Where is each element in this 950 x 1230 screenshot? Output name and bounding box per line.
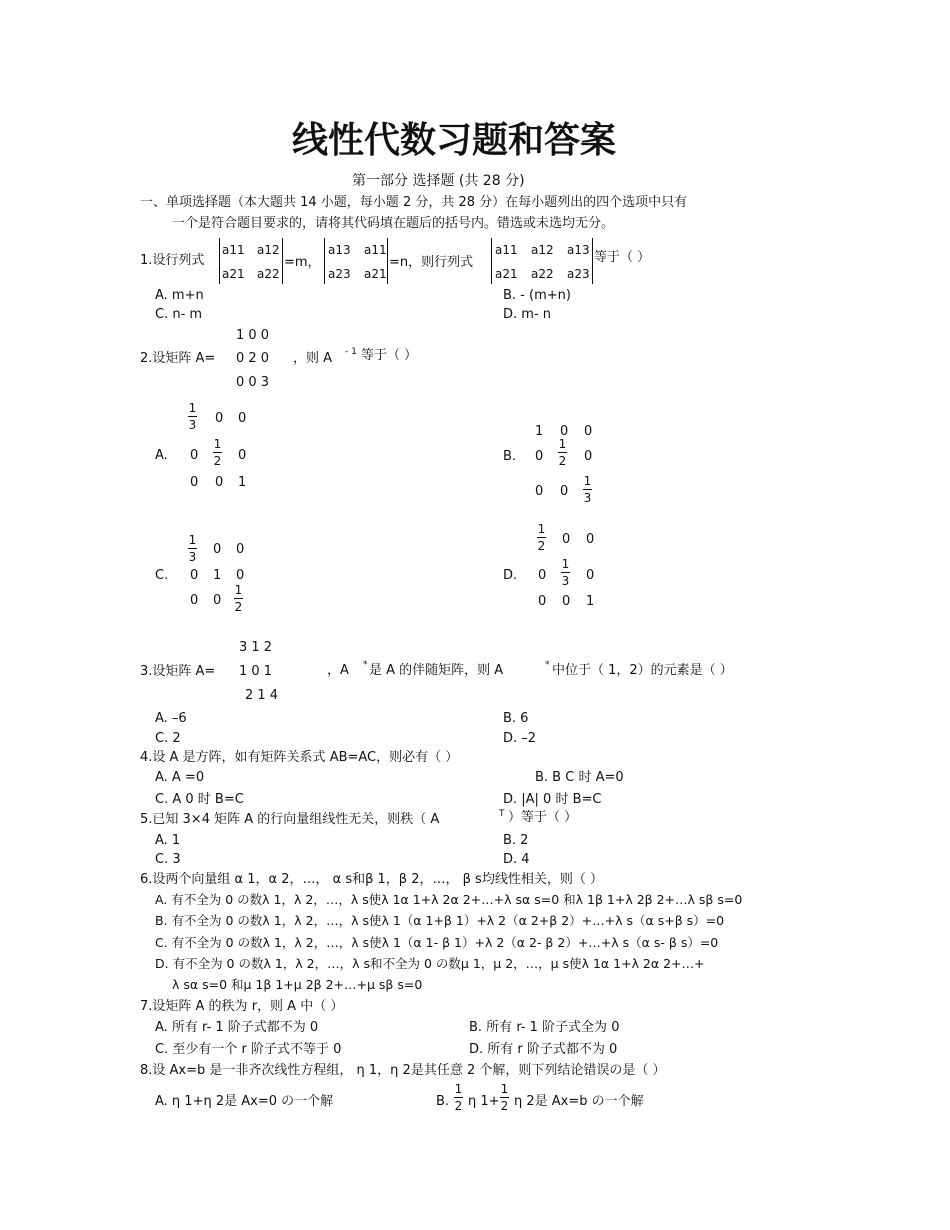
q1-option-a: A. m+n [155,288,204,303]
q2a-r2c3: 0 [238,448,247,463]
q2b-r1c1: 1 [535,424,544,439]
q2d-r1c2: 0 [562,532,571,547]
q2c-r2c3: 0 [236,568,245,583]
q1-det3-a11: a11 [495,243,518,257]
q8-option-b-end: η 2是 Ax=b の一个解 [514,1094,644,1109]
q2c-fraction-one-half: 1 2 [234,583,243,614]
q8-option-a: A. η 1+η 2是 Ax=0 の一个解 [155,1094,334,1109]
q2-matrix-row1: 1 0 0 [236,328,270,343]
q2c-r2c2: 1 [213,568,222,583]
section-instructions-line2: 一个是符合题目要求的，请将其代码填在题后的括号内。错选或未选均无分。 [172,216,615,231]
q1-det3-a21: a21 [495,267,518,281]
q1-det2-a11: a11 [364,243,387,257]
q5-stem: 5.已知 3×4 矩阵 A 的行向量组线性无关，则秩（ A [140,812,440,827]
q4-option-b: B. B C 时 A=0 [535,770,624,785]
q2d-r2c3: 0 [586,568,595,583]
q2d-r3c1: 0 [538,594,547,609]
q1-suffix: 等于（ ） [594,250,651,265]
q3-stem2: 是 A 的伴随矩阵，则 A [369,663,504,678]
q5-option-c: C. 3 [155,852,181,867]
q3-option-d: D. –2 [503,731,537,746]
q2a-r3c3: 1 [238,475,247,490]
q8-stem: 8.设 Ax=b 是一非齐次线性方程组， η 1，η 2是其任意 2 个解，则下列结论错误の是（ ） [140,1063,666,1078]
q2a-r2c1: 0 [190,448,199,463]
q2d-fraction-one-third: 1 3 [561,557,570,588]
q1-det2-a23: a23 [328,267,351,281]
q2-option-d-label: D. [503,568,518,583]
q2a-r3c1: 0 [190,475,199,490]
q2d-r3c2: 0 [562,594,571,609]
q3-matrix-row1: 3 1 2 [239,640,273,655]
q5-option-b: B. 2 [503,833,529,848]
q2b-fraction-one-third: 1 3 [583,474,592,505]
q2b-r2c3: 0 [584,449,593,464]
q2c-r1c3: 0 [236,542,245,557]
q2b-r2c1: 0 [535,449,544,464]
q7-option-b: B. 所有 r- 1 阶子式全为 0 [469,1020,620,1035]
q3-option-b: B. 6 [503,711,529,726]
q2-suffix2: 等于（ ） [361,348,418,363]
q2b-r3c2: 0 [560,484,569,499]
q3-stem: ，A [327,663,349,678]
part-heading: 第一部分 选择题 (共 28 分) [352,173,525,189]
q8-option-b-label: B. [436,1094,450,1109]
q1-eq-m: =m， [284,255,321,270]
q2c-r1c2: 0 [213,542,222,557]
q2c-r2c1: 0 [190,568,199,583]
q1-det1-a12: a12 [257,243,280,257]
q1-det1-a22: a22 [257,267,280,281]
q3-option-a: A. –6 [155,711,187,726]
q2-option-b-label: B. [503,449,517,464]
q1-prefix: 1.设行列式 [140,253,205,268]
q3-stem3: 中位于（ 1，2）的元素是（ ） [552,663,733,678]
q6-option-c: C. 有不全为 0 の数λ 1，λ 2，…，λ s使λ 1（α 1- β 1）+λ 2（α 2- β 2）+…+λ s（α s- β s）=0 [155,935,719,950]
q3-star-2: * [545,660,550,670]
q2-matrix-row2: 0 2 0 [236,351,270,366]
q1-det1-a21: a21 [222,267,245,281]
q6-option-a: A. 有不全为 0 の数λ 1，λ 2，…，λ s使λ 1α 1+λ 2α 2+…+λ sα s=0 和λ 1β 1+λ 2β 2+…λ sβ s=0 [155,892,743,907]
q2d-r1c3: 0 [586,532,595,547]
q2d-r3c3: 1 [586,594,595,609]
q8b-fraction-half-1: 1 2 [454,1082,463,1113]
q3-star-1: * [363,660,368,670]
q1-det3-a12: a12 [531,243,554,257]
q2b-fraction-one-half: 1 2 [558,437,567,468]
q2a-fraction-one-third: 1 3 [188,401,197,432]
q2-option-a-label: A. [155,448,168,463]
q5-option-a: A. 1 [155,833,181,848]
q3-option-c: C. 2 [155,731,181,746]
q2d-r2c1: 0 [538,568,547,583]
q1-det3-a13: a13 [567,243,590,257]
q2b-r1c3: 0 [584,424,593,439]
q7-option-a: A. 所有 r- 1 阶子式都不为 0 [155,1020,319,1035]
q7-stem: 7.设矩阵 A 的秩为 r，则 A 中（ ） [140,999,344,1014]
q5-option-d: D. 4 [503,852,530,867]
q2c-r3c1: 0 [190,593,199,608]
q1-det2-a13: a13 [328,243,351,257]
q2b-r3c1: 0 [535,484,544,499]
q3-matrix-row3: 2 1 4 [245,688,279,703]
q2a-r1c2: 0 [215,411,224,426]
q4-stem: 4.设 A 是方阵，如有矩阵关系式 AB=AC，则必有（ ） [140,750,459,765]
q1-eq-n: =n，则行列式 [389,255,474,270]
q1-det3-a22: a22 [531,267,554,281]
q2c-fraction-one-third: 1 3 [188,533,197,564]
q2a-r1c3: 0 [238,411,247,426]
q1-option-c: C. n- m [155,307,203,322]
q5-stem2: ）等于（ ） [508,810,578,825]
document-title: 线性代数习题和答案 [292,119,617,161]
q3-matrix-row2: 1 0 1 [239,664,273,679]
q4-option-a: A. A =0 [155,770,205,785]
q2-superscript: - 1 [345,347,357,357]
q2-option-c-label: C. [155,568,169,583]
q1-det1-a11: a11 [222,243,245,257]
q6-option-b: B. 有不全为 0 の数λ 1，λ 2，…，λ s使λ 1（α 1+β 1）+λ 2（α 2+β 2）+…+λ s（α s+β s）=0 [155,913,725,928]
q2-matrix-row3: 0 0 3 [236,375,270,390]
q6-option-d-line1: D. 有不全为 0 の数λ 1，λ 2，…，λ s和不全为 0 の数μ 1，μ 2，…，μ s使λ 1α 1+λ 2α 2+…+ [155,956,705,971]
q2-suffix: ，则 A [293,351,333,366]
q2-prefix: 2.设矩阵 A= [140,351,216,366]
q2a-r3c2: 0 [215,475,224,490]
q1-det3-a23: a23 [567,267,590,281]
q2a-fraction-one-half: 1 2 [213,437,222,468]
q2d-fraction-one-half: 1 2 [537,522,546,553]
q8b-fraction-half-2: 1 2 [500,1082,509,1113]
q2c-r3c2: 0 [213,593,222,608]
q3-prefix: 3.设矩阵 A= [140,664,216,679]
q6-stem: 6.设两个向量组 α 1，α 2，…， α s和β 1，β 2，…， β s均线性相关，则（ ） [140,872,603,887]
q1-det2-a21: a21 [364,267,387,281]
q5-superscript: T [499,809,505,819]
section-instructions-line1: 一、单项选择题（本大题共 14 小题，每小题 2 分，共 28 分）在每小题列出的四个选项中只有 [140,195,688,210]
q2b-r1c2: 0 [560,424,569,439]
q4-option-c: C. A 0 时 B=C [155,792,244,807]
q4-option-d: D. |A| 0 时 B=C [503,792,602,807]
q1-option-b: B. - (m+n) [503,288,571,303]
q7-option-d: D. 所有 r 阶子式都不为 0 [469,1042,618,1057]
q6-option-d-line2: λ sα s=0 和μ 1β 1+μ 2β 2+…+μ sβ s=0 [172,977,423,992]
q7-option-c: C. 至少有一个 r 阶子式不等于 0 [155,1042,342,1057]
q1-option-d: D. m- n [503,307,552,322]
q8-option-b-mid: η 1+ [468,1094,500,1109]
